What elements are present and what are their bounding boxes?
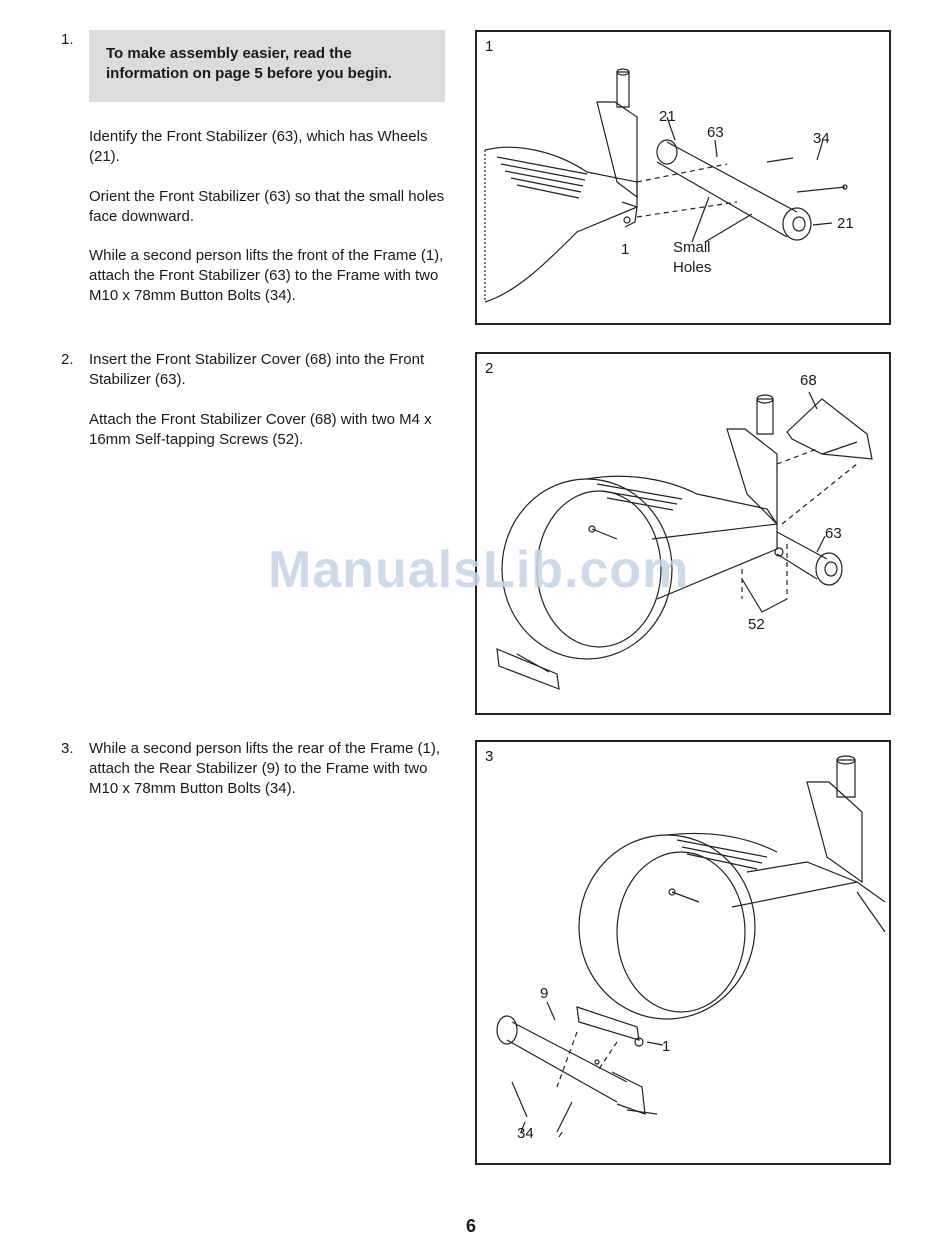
- figure-2-label: 2: [485, 360, 494, 377]
- callout-63: 63: [707, 124, 724, 141]
- callout-34: 34: [813, 130, 830, 147]
- callout-1: 1: [662, 1038, 671, 1055]
- figure-3-illustration: [477, 742, 893, 1167]
- callout-34: 34: [517, 1125, 534, 1142]
- step-3-paragraph-1: While a second person lifts the rear of the Frame (1), attach the Rear Stabilizer (9) to the Frame with two M10 x 78mm Button Bolts (34).: [89, 740, 440, 797]
- watermark: ManualsLib.com: [268, 541, 690, 599]
- callout-small: Small: [673, 239, 711, 256]
- callout-68: 68: [800, 372, 817, 389]
- callout-21-wheel-top: 21: [659, 108, 676, 125]
- figure-2: [475, 352, 891, 715]
- step-3-number: 3.: [61, 740, 74, 757]
- step-1-paragraph-3: While a second person lifts the front of the Frame (1), attach the Front Stabilizer (63) to the Frame with two M10 x 78mm Button Bolts (34).: [89, 247, 444, 304]
- figure-1-label: 1: [485, 38, 494, 55]
- figure-3: [475, 740, 891, 1165]
- figure-3-label: 3: [485, 748, 494, 765]
- callout-21-wheel-bottom: 21: [837, 215, 854, 232]
- step-1-paragraph-2: Orient the Front Stabilizer (63) so that the small holes face downward.: [89, 188, 445, 225]
- callout-52: 52: [748, 616, 765, 633]
- step-2-number: 2.: [61, 351, 74, 368]
- callout-9: 9: [540, 985, 549, 1002]
- page-number: 6: [466, 1216, 477, 1236]
- step-1-paragraph-1: Identify the Front Stabilizer (63), which has Wheels (21).: [89, 128, 428, 165]
- step-1-number: 1.: [61, 31, 74, 48]
- callout-1: 1: [621, 241, 630, 258]
- figure-1-illustration: [477, 32, 893, 327]
- figure-1: [475, 30, 891, 325]
- assembly-note: To make assembly easier, read the information on page 5 before you begin.: [89, 30, 445, 102]
- step-2-paragraph-1: Insert the Front Stabilizer Cover (68) into the Front Stabilizer (63).: [89, 351, 425, 388]
- callout-holes: Holes: [673, 259, 712, 276]
- step-2-paragraph-2: Attach the Front Stabilizer Cover (68) with two M4 x 16mm Self-tapping Screws (52).: [89, 411, 432, 448]
- callout-63: 63: [825, 525, 842, 542]
